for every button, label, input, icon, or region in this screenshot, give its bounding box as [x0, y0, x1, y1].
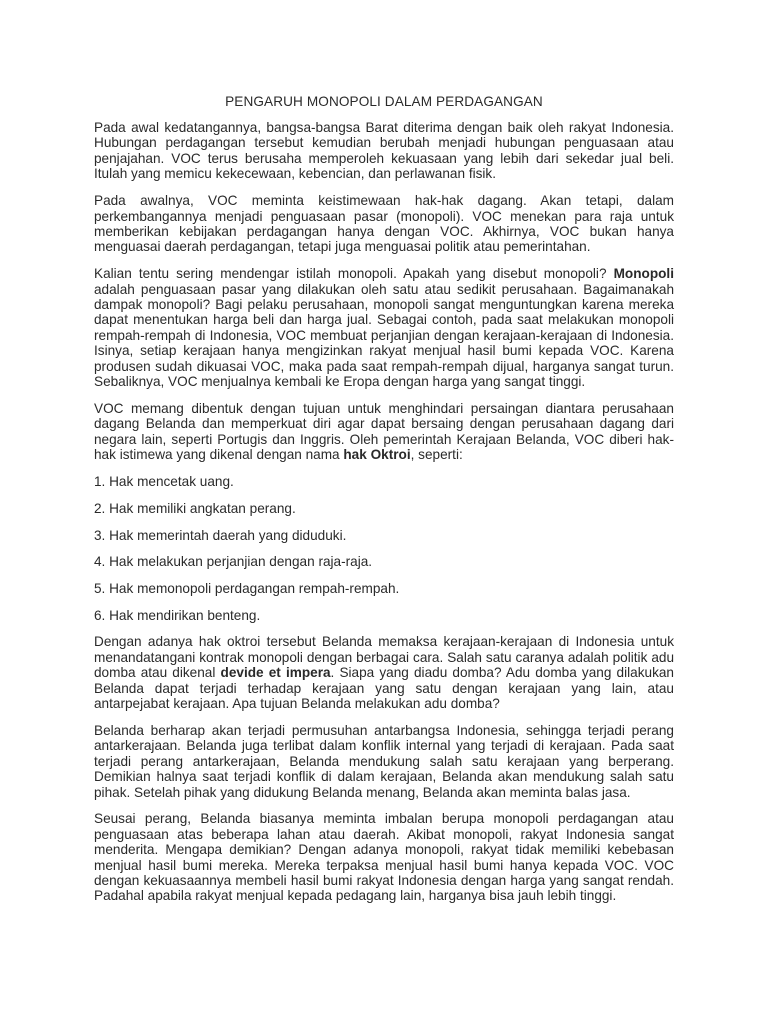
paragraph-1: Pada awal kedatangannya, bangsa-bangsa Barat diterima dengan baik oleh rakyat Indonesia. Hubungan perdagangan tersebut kemudian berubah menjadi hubungan penguasaan atau penjajahan. VOC terus berusaha memperoleh kekuasaan yang lebih dari sekedar jual beli. Itulah yang memicu kekecewaan, kebencian, dan perlawanan fisik.	[94, 120, 674, 182]
list-item: 2. Hak memiliki angkatan perang.	[94, 500, 296, 516]
paragraph-3-text-end: adalah penguasaan pasar yang dilakukan oleh satu atau sedikit perusahaan. Bagaimanakah dampak monopoli? Bagi pelaku perusahaan, monopoli sangat menguntungkan karena mereka dapat menentukan harga beli dan harga jual. Sebagai contoh, pada saat melakukan monopoli rempah-rempah di Indonesia, VOC membuat perjanjian dengan kerajaan-kerajaan di Indonesia. Isinya, setiap kerajaan hanya mengizinkan rakyat menjual hasil bumi kepada VOC. Karena produsen sudah dikuasai VOC, maka pada saat rempah-rempah dijual, harganya sangat turun. Sebaliknya, VOC menjualnya kembali ke Eropa dengan harga yang sangat tinggi.	[94, 281, 674, 390]
paragraph-3	[94, 266, 674, 389]
paragraph-2: Pada awalnya, VOC meminta keistimewaan hak-hak dagang. Akan tetapi, dalam perkembangannya menjadi penguasaan pasar (monopoli). VOC menekan para raja untuk memberikan kebijakan perdagangan hanya dengan VOC. Akhirnya, VOC bukan hanya menguasai daerah perdagangan, tetapi juga menguasai politik atau pemerintahan.	[94, 193, 674, 255]
paragraph-4-text-start: VOC memang dibentuk dengan tujuan untuk menghindari persaingan diantara perusahaan dagang Belanda dan memperkuat diri agar dapat bersaing dengan perusahaan dagang dari negara lain, seperti Portugis dan Inggris. Oleh pemerintah Kerajaan Belanda, VOC diberi hak-hak istimewa yang dikenal dengan nama	[94, 401, 674, 463]
list-item: 1. Hak mencetak uang.	[94, 474, 234, 490]
list-item: 5. Hak memonopoli perdagangan rempah-rempah.	[94, 580, 400, 596]
oktroi-rights-list	[94, 474, 674, 623]
paragraph-5-text-end: . Siapa yang diadu domba? Adu domba yang dilakukan Belanda dapat terjadi terhadap kerajaan yang satu dengan kerajaan yang lain, atau antarpejabat kerajaan. Apa tujuan Belanda melakukan adu domba?	[94, 665, 674, 711]
paragraph-4-text-end: , seperti:	[410, 447, 463, 463]
term-devide-et-impera: devide et impera	[220, 665, 331, 681]
paragraph-4	[94, 401, 674, 463]
list-item: 4. Hak melakukan perjanjian dengan raja-raja.	[94, 554, 373, 570]
paragraph-6: Belanda berharap akan terjadi permusuhan antarbangsa Indonesia, sehingga terjadi perang antarkerajaan. Belanda juga terlibat dalam konflik internal yang terjadi di kerajaan. Pada saat terjadi perang antarkerajaan, Belanda mendukung salah satu kerajaan yang berperang. Demikian halnya saat terjadi konflik di dalam kerajaan, Belanda akan mendukung salah satu pihak. Setelah pihak yang didukung Belanda menang, Belanda akan meminta balas jasa.	[94, 722, 674, 800]
term-monopoli: Monopoli	[613, 266, 674, 282]
paragraph-5-text-start: Dengan adanya hak oktroi tersebut Belanda memaksa kerajaan-kerajaan di Indonesia untuk menandatangani kontrak monopoli dengan berbagai cara. Salah satu caranya adalah politik adu domba atau dikenal	[94, 634, 674, 681]
paragraph-7: Seusai perang, Belanda biasanya meminta imbalan berupa monopoli perdagangan atau penguasaan atas beberapa lahan atau daerah. Akibat monopoli, rakyat Indonesia sangat menderita. Mengapa demikian? Dengan adanya monopoli, rakyat tidak memiliki kebebasan menjual hasil bumi mereka. Mereka terpaksa menjual hasil bumi hanya kepada VOC. VOC dengan kekuasaannya membeli hasil bumi rakyat Indonesia dengan harga yang sangat rendah. Padahal apabila rakyat menjual kepada pedagang lain, harganya bisa jauh lebih tinggi.	[94, 811, 674, 904]
list-item: 6. Hak mendirikan benteng.	[94, 607, 261, 623]
paragraph-5	[94, 634, 674, 711]
list-item: 3. Hak memerintah daerah yang diduduki.	[94, 527, 347, 543]
document-title: PENGARUH MONOPOLI DALAM PERDAGANGAN	[225, 94, 543, 109]
paragraph-3-text-start: Kalian tentu sering mendengar istilah monopoli. Apakah yang disebut monopoli?	[94, 266, 614, 282]
term-hak-oktroi: hak Oktroi	[343, 447, 411, 463]
